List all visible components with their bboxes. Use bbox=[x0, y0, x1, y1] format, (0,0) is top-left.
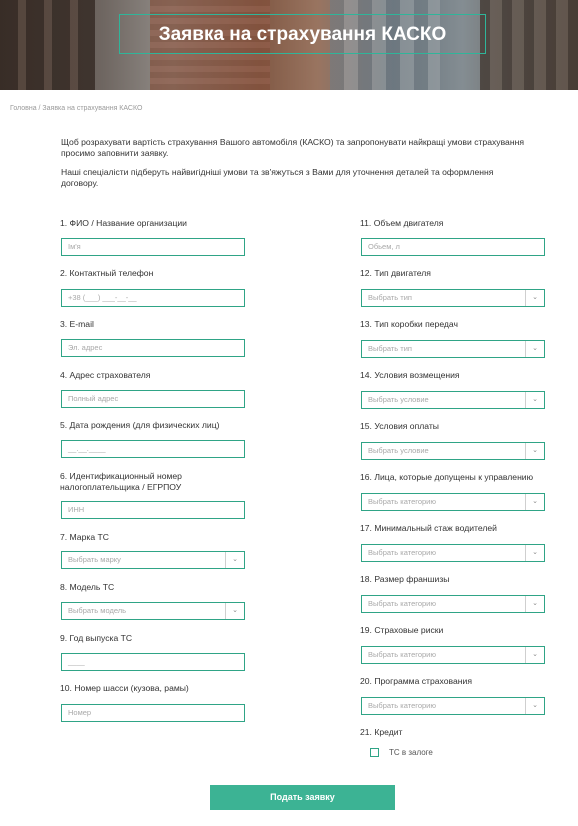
field-label: 17. Минимальный стаж водителей bbox=[360, 523, 497, 533]
intro-paragraph: Щоб розрахувати вартість страхування Вашого автомобіля (КАСКО) та запропонувати найкращі умови страхування просимо заповнити заявку. bbox=[61, 137, 524, 158]
chevron-down-icon[interactable]: ⌄ bbox=[525, 545, 544, 561]
field-placeholder: Выбрать категорию bbox=[368, 497, 436, 506]
field-label: 10. Номер шасси (кузова, рамы) bbox=[60, 683, 189, 693]
field-label: 3. E-mail bbox=[60, 319, 94, 329]
chevron-down-icon[interactable]: ⌄ bbox=[525, 494, 544, 510]
text-input[interactable] bbox=[61, 653, 245, 671]
field-placeholder: Выбрать марку bbox=[68, 555, 121, 564]
breadcrumb[interactable]: Головна / Заявка на страхування КАСКО bbox=[10, 105, 143, 112]
chevron-down-icon[interactable]: ⌄ bbox=[525, 290, 544, 306]
chevron-down-icon[interactable]: ⌄ bbox=[525, 596, 544, 612]
chevron-down-icon[interactable]: ⌄ bbox=[525, 341, 544, 357]
select-field[interactable] bbox=[361, 442, 545, 460]
field-label: 16. Лица, которые допущены к управлению bbox=[360, 472, 534, 482]
field-placeholder: ____ bbox=[68, 657, 85, 666]
text-input[interactable] bbox=[61, 289, 245, 307]
intro-text bbox=[61, 137, 531, 189]
field-label: 7. Марка ТС bbox=[60, 532, 109, 542]
field-placeholder: Выбрать условие bbox=[368, 446, 429, 455]
credit-label: 21. Кредит bbox=[360, 727, 403, 737]
hero-title-frame bbox=[119, 14, 486, 54]
field-label: 13. Тип коробки передач bbox=[360, 319, 458, 329]
field-label: 6. Идентификационный номер налогоплательщика / ЕГРПОУ bbox=[60, 471, 182, 492]
select-field[interactable] bbox=[361, 289, 545, 307]
field-label: 5. Дата рождения (для физических лиц) bbox=[60, 420, 220, 430]
text-input[interactable] bbox=[361, 238, 545, 256]
select-field[interactable] bbox=[361, 340, 545, 358]
text-input[interactable] bbox=[61, 501, 245, 519]
text-input[interactable] bbox=[61, 339, 245, 357]
text-input[interactable] bbox=[61, 704, 245, 722]
field-label: 9. Год выпуска ТС bbox=[60, 633, 133, 643]
select-field[interactable] bbox=[361, 595, 545, 613]
field-placeholder: ИНН bbox=[68, 505, 85, 514]
collateral-checkbox[interactable] bbox=[370, 748, 379, 757]
field-placeholder: Выбрать категорию bbox=[368, 701, 436, 710]
submit-button[interactable]: Подать заявку bbox=[210, 785, 395, 810]
field-placeholder: __.__.____ bbox=[68, 444, 106, 453]
field-label: 4. Адрес страхователя bbox=[60, 370, 151, 380]
field-label: 12. Тип двигателя bbox=[360, 268, 431, 278]
field-label: 14. Условия возмещения bbox=[360, 370, 460, 380]
field-label: 8. Модель ТС bbox=[60, 582, 115, 592]
chevron-down-icon[interactable]: ⌄ bbox=[225, 603, 244, 619]
text-input[interactable] bbox=[61, 238, 245, 256]
field-placeholder: Выбрать категорию bbox=[368, 650, 436, 659]
select-field[interactable] bbox=[61, 551, 245, 569]
collateral-checkbox-label[interactable]: ТС в залоге bbox=[389, 748, 433, 757]
field-label: 19. Страховые риски bbox=[360, 625, 444, 635]
field-label: 2. Контактный телефон bbox=[60, 268, 154, 278]
field-placeholder: Ім'я bbox=[68, 242, 81, 251]
chevron-down-icon[interactable]: ⌄ bbox=[525, 443, 544, 459]
select-field[interactable] bbox=[361, 493, 545, 511]
select-field[interactable] bbox=[361, 391, 545, 409]
field-label: 20. Программа страхования bbox=[360, 676, 472, 686]
field-placeholder: Выбрать категорию bbox=[368, 548, 436, 557]
hero-banner bbox=[0, 0, 578, 90]
field-label: 1. ФИО / Название организации bbox=[60, 218, 187, 228]
intro-paragraph: Наші спеціалісти підберуть найвигідніші умови та зв'яжуться з Вами для уточнення деталей та оформлення договору. bbox=[61, 167, 494, 188]
field-placeholder: Выбрать тип bbox=[368, 293, 412, 302]
text-input[interactable] bbox=[61, 440, 245, 458]
chevron-down-icon[interactable]: ⌄ bbox=[525, 698, 544, 714]
field-placeholder: Выбрать тип bbox=[368, 344, 412, 353]
field-label: 18. Размер франшизы bbox=[360, 574, 450, 584]
field-placeholder: +38 (___) ___-__-__ bbox=[68, 293, 137, 302]
field-label: 11. Объем двигателя bbox=[360, 218, 444, 228]
page-title: Заявка на страхування КАСКО bbox=[158, 24, 447, 45]
field-label: 15. Условия оплаты bbox=[360, 421, 439, 431]
select-field[interactable] bbox=[361, 697, 545, 715]
select-field[interactable] bbox=[61, 602, 245, 620]
field-placeholder: Полный адрес bbox=[68, 394, 119, 403]
chevron-down-icon[interactable]: ⌄ bbox=[525, 392, 544, 408]
chevron-down-icon[interactable]: ⌄ bbox=[225, 552, 244, 568]
field-placeholder: Выбрать модель bbox=[68, 606, 127, 615]
chevron-down-icon[interactable]: ⌄ bbox=[525, 647, 544, 663]
field-placeholder: Номер bbox=[68, 708, 92, 717]
field-placeholder: Эл. адрес bbox=[68, 343, 103, 352]
field-placeholder: Выбрать категорию bbox=[368, 599, 436, 608]
field-placeholder: Обьем, л bbox=[368, 242, 400, 251]
text-input[interactable] bbox=[61, 390, 245, 408]
select-field[interactable] bbox=[361, 544, 545, 562]
select-field[interactable] bbox=[361, 646, 545, 664]
field-placeholder: Выбрать условие bbox=[368, 395, 429, 404]
